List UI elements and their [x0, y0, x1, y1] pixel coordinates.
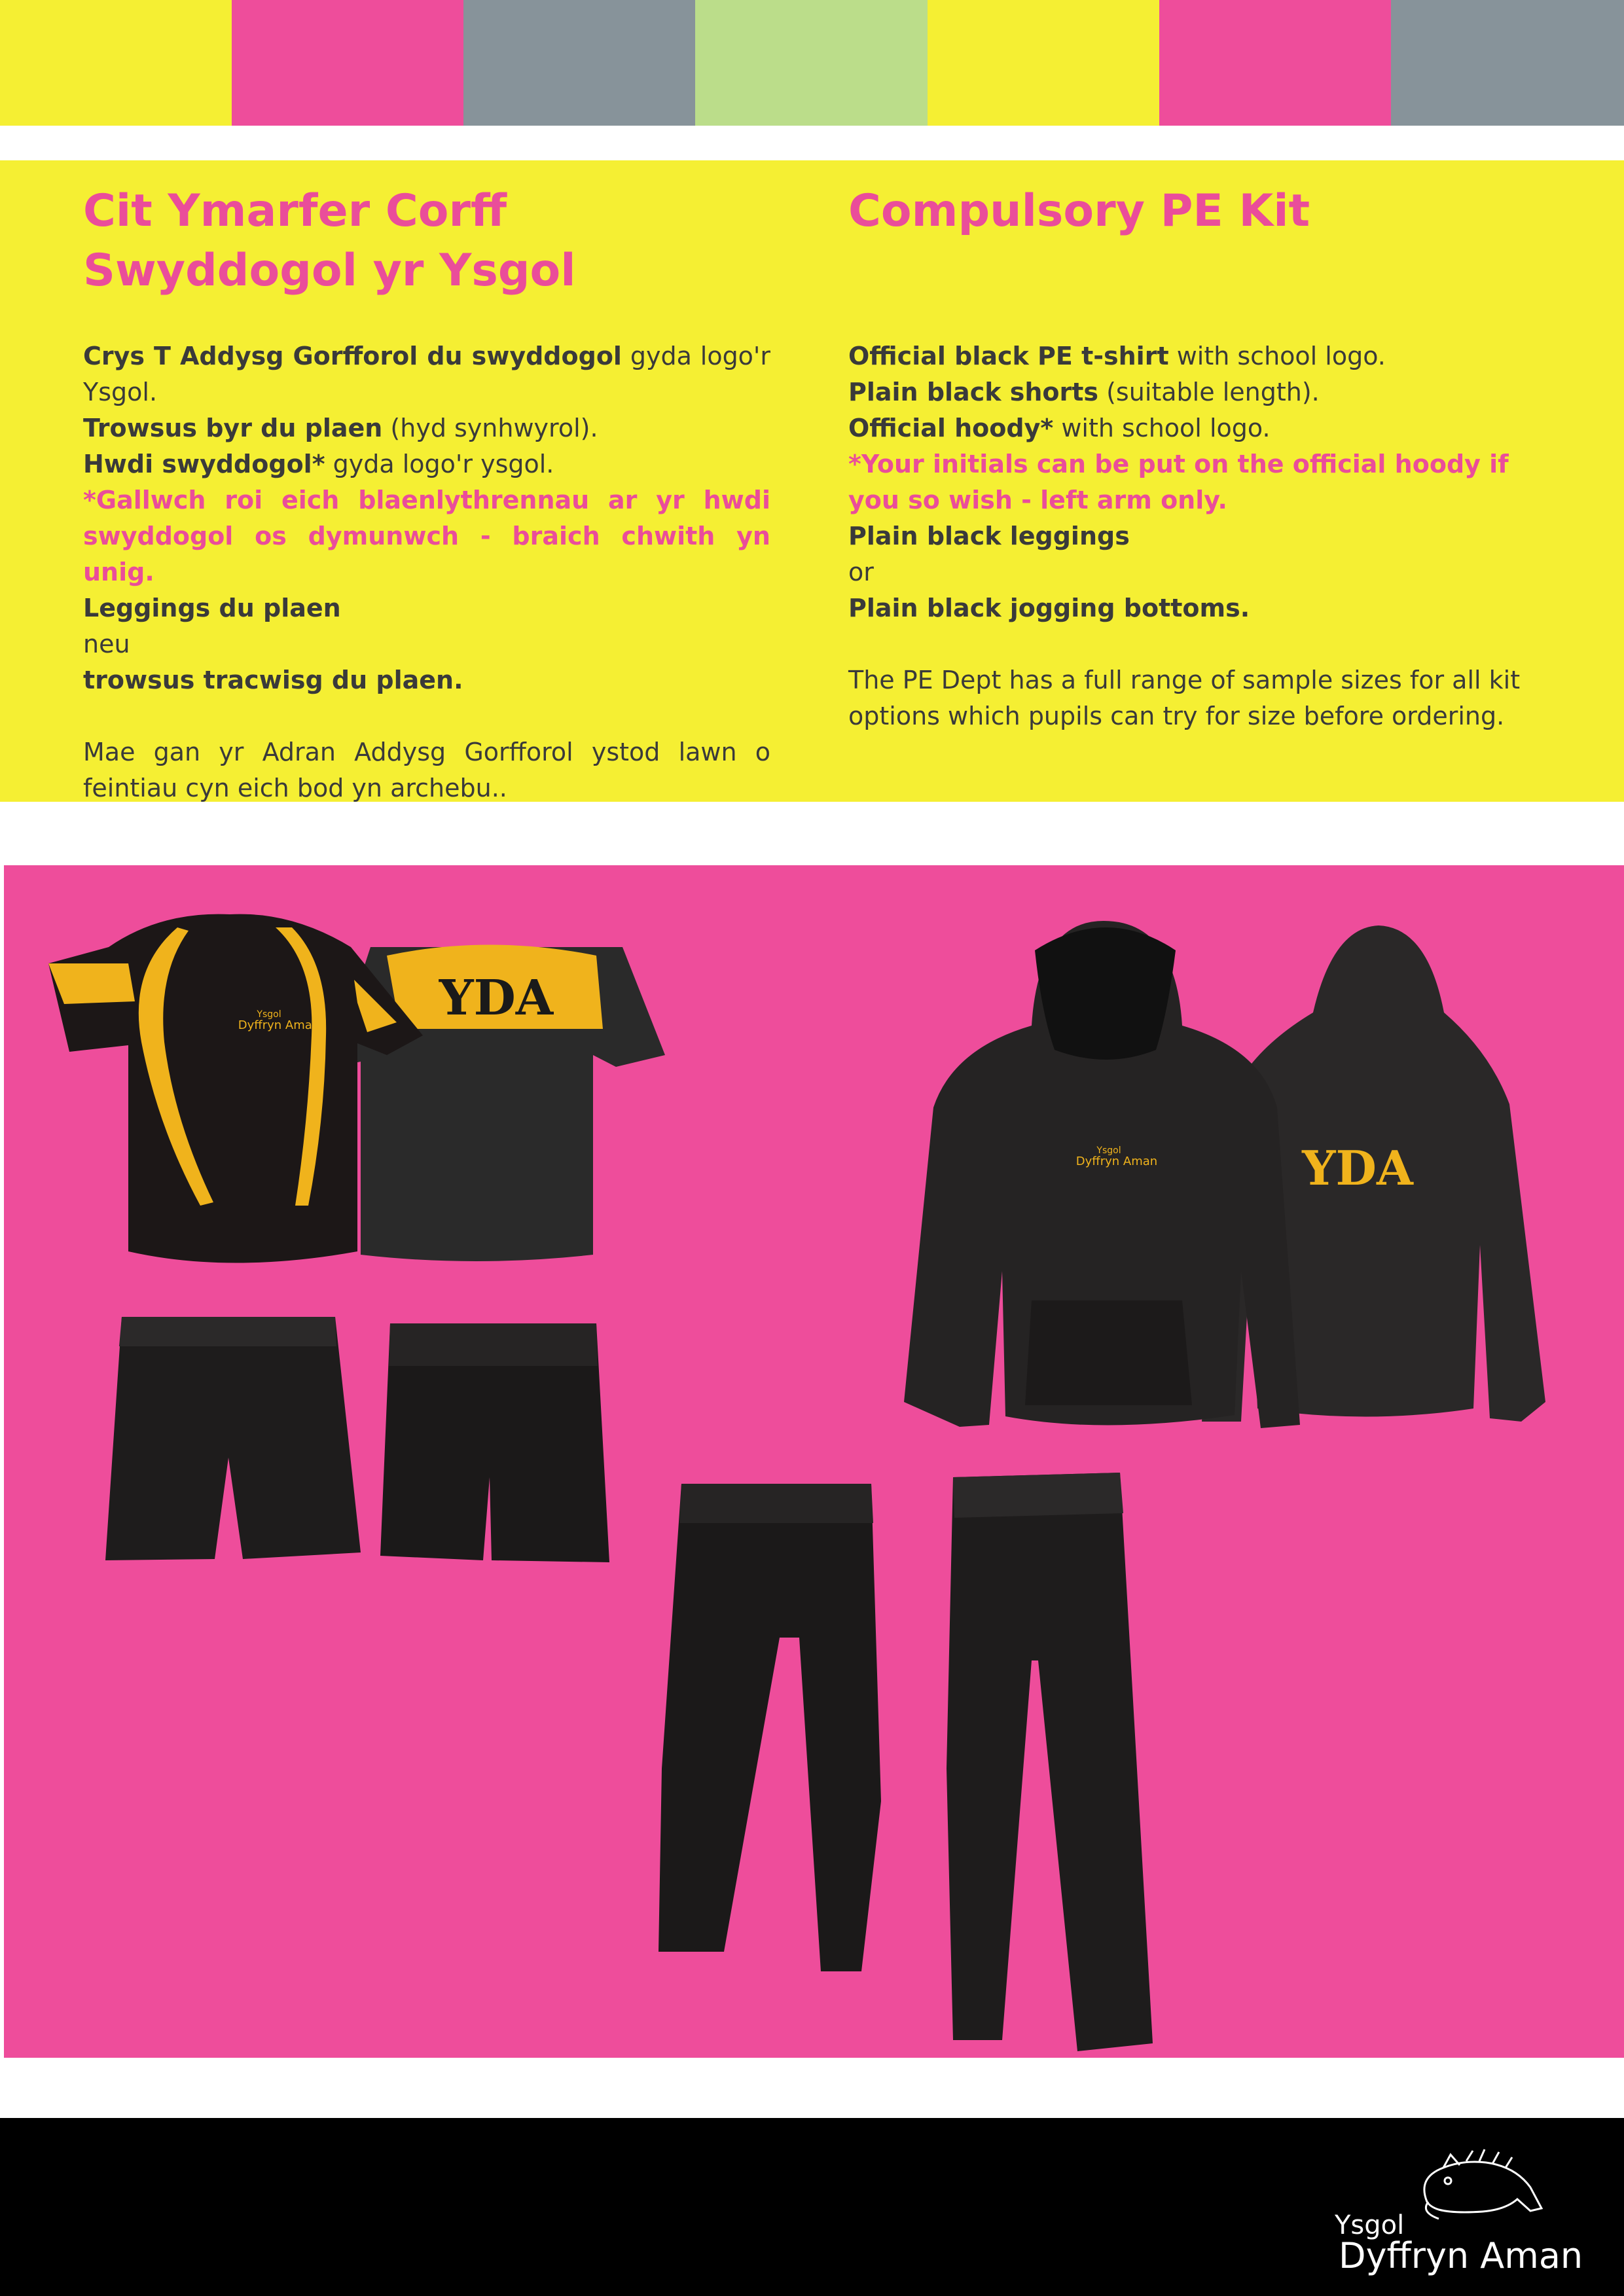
- stripe-3: [463, 0, 695, 126]
- english-shorts-item: Plain black shorts (suitable length).: [848, 378, 1320, 406]
- leggings-image: [659, 1484, 881, 1971]
- stripe-1: [0, 0, 232, 126]
- cycling-shorts-image: [380, 1323, 609, 1562]
- english-title: Compulsory PE Kit: [848, 185, 1310, 237]
- color-stripes: [0, 0, 1624, 126]
- english-column: [848, 181, 1536, 734]
- jogging-bottoms-image: [947, 1473, 1153, 2051]
- stripe-4: [695, 0, 928, 126]
- english-hoody-item: Official hoody* with school logo.: [848, 414, 1271, 442]
- english-leggings-item: Plain black leggings: [848, 522, 1130, 550]
- logo-text-big: Dyffryn Aman: [1339, 2235, 1583, 2276]
- kit-illustrations: [4, 865, 1624, 2058]
- welsh-initials-note: *Gallwch roi eich blaenlythrennau ar yr hwdi swyddogol os dymunwch - braich chwith yn unig.: [83, 486, 770, 586]
- english-kit-list: [848, 338, 1536, 734]
- welsh-hoody-item: Hwdi swyddogol* gyda logo'r ysgol.: [83, 450, 554, 478]
- tshirt-back-print: YDA: [439, 970, 554, 1026]
- hoody-logo-small: Ysgol: [1096, 1145, 1121, 1156]
- welsh-column: [83, 181, 770, 806]
- english-sizes-note: The PE Dept has a full range of sample sizes for all kit options which pupils can try for size before ordering.: [848, 666, 1521, 730]
- welsh-joggers-item: trowsus tracwisg du plaen.: [83, 666, 463, 694]
- english-initials-note: *Your initials can be put on the official hoody if you so wish - left arm only.: [848, 450, 1509, 514]
- boar-icon: [1407, 2142, 1551, 2233]
- shorts-image: [105, 1317, 361, 1560]
- welsh-kit-list: [83, 338, 770, 806]
- stripe-6: [1159, 0, 1391, 126]
- english-tshirt-item: Official black PE t-shirt with school logo.: [848, 342, 1386, 370]
- school-logo: [1329, 2119, 1583, 2276]
- welsh-or: neu: [83, 630, 130, 658]
- welsh-sizes-note: Mae gan yr Adran Addysg Gorfforol ystod lawn o feintiau cyn eich bod yn archebu..: [83, 738, 770, 802]
- welsh-title: Cit Ymarfer Corff Swyddogol yr Ysgol: [83, 185, 576, 296]
- stripe-7: [1391, 0, 1624, 126]
- welsh-tshirt-item: Crys T Addysg Gorfforol du swyddogol gyda logo'r Ysgol.: [83, 342, 771, 406]
- product-showcase: [4, 865, 1624, 2058]
- footer-bar: [0, 2118, 1624, 2296]
- stripe-2: [232, 0, 463, 126]
- english-joggers-item: Plain black jogging bottoms.: [848, 594, 1250, 622]
- stripe-5: [928, 0, 1159, 126]
- tshirt-logo-small: Ysgol: [257, 1009, 281, 1020]
- welsh-leggings-item: Leggings du plaen: [83, 594, 341, 622]
- tshirt-logo-big: Dyffryn Aman: [238, 1018, 320, 1032]
- english-or: or: [848, 558, 874, 586]
- welsh-shorts-item: Trowsus byr du plaen (hyd synhwyrol).: [83, 414, 598, 442]
- kit-info-panel: [0, 160, 1624, 802]
- logo-text-small: Ysgol: [1335, 2210, 1405, 2240]
- hoody-logo-big: Dyffryn Aman: [1075, 1155, 1158, 1168]
- hoody-back-print: YDA: [1302, 1140, 1413, 1196]
